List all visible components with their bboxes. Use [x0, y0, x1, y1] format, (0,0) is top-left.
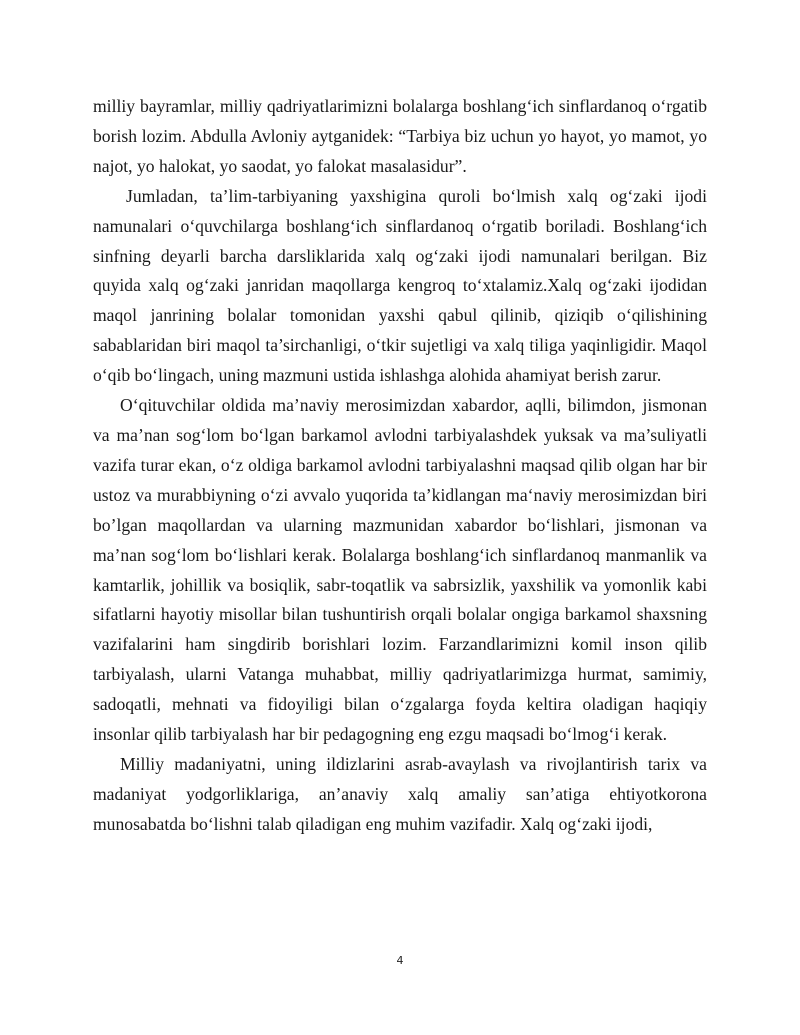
page-body-text: [93, 92, 707, 840]
page-number: 4: [396, 954, 404, 967]
paragraph-continuation: milliy bayramlar, milliy qadriyatlarimizni bolalarga boshlang‘ich sinflardanoq o‘rgatib borish lozim. Abdulla Avloniy aytganidek: “Tarbiya biz uchun yo hayot, yo mamot, yo najot, yo halokat, yo saodat, yo falokat masalasidur”.: [93, 96, 707, 176]
paragraph-national-culture: Milliy madaniyatni, uning ildizlarini asrab-avaylash va rivojlantirish tarix va madaniyat yodgorliklariga, an’anaviy xalq amaliy san’atiga ehtiyotkorona munosabatda bo‘lishni talab qiladigan eng muhim vazifadir. Xalq og‘zaki ijodi,: [93, 753, 707, 834]
paragraph-teachers-responsibility: O‘qituvchilar oldida ma’naviy merosimizdan xabardor, aqlli, bilimdon, jismonan va ma’nan sog‘lom bo‘lgan barkamol avlodni tarbiyalashdek yuksak va ma’suliyatli vazifa turar ekan, o‘z oldiga barkamol avlodni tarbiyalashni maqsad qilib olgan har bir ustoz va murabbiyning o‘zi avvalo yuqorida ta’kidlangan ma‘naviy merosimizdan biri bo’lgan maqollardan va ularning mazmunidan xabardor bo‘lishlari, jismonan va ma’nan sog‘lom bo‘lishlari kerak. Bolalarga boshlang‘ich sinflardanoq manmanlik va kamtarlik, johillik va bosiqlik, sabr-toqatlik va sabrsizlik, yaxshilik va yomonlik kabi sifatlarni hayotiy misollar bilan tushuntirish orqali bolalar ongiga barkamol shaxsning vazifalarini ham singdirib borishlari lozim. Farzandlarimizni komil inson qilib tarbiyalash, ularni Vatanga muhabbat, milliy qadriyatlarimizga hurmat, samimiy, sadoqatli, mehnati va fidoyiligi bilan o‘zgalarga foyda keltira oladigan haqiqiy insonlar qilib tarbiyalash har bir pedagogning eng ezgu maqsadi bo‘lmog‘i kerak.: [93, 395, 707, 745]
paragraph-folk-oral-tradition: Jumladan, ta’lim-tarbiyaning yaxshigina quroli bo‘lmish xalq og‘zaki ijodi namunalari o‘quvchilarga boshlang‘ich sinflardanoq o‘rgatib boriladi. Boshlang‘ich sinfning deyarli barcha darsliklarida xalq og‘zaki ijodi namunalari berilgan. Biz quyida xalq og‘zaki janridan maqollarga kengroq to‘xtalamiz.Xalq og‘zaki ijodidan maqol janrining bolalar tomonidan yaxshi qabul qilinib, qiziqib o‘qilishining sabablaridan biri maqol ta’sirchanligi, o‘tkir sujetligi va xalq tiliga yaqinligidir. Maqol o‘qib bo‘lingach, uning mazmuni ustida ishlashga alohida ahamiyat berish zarur.: [93, 185, 707, 386]
